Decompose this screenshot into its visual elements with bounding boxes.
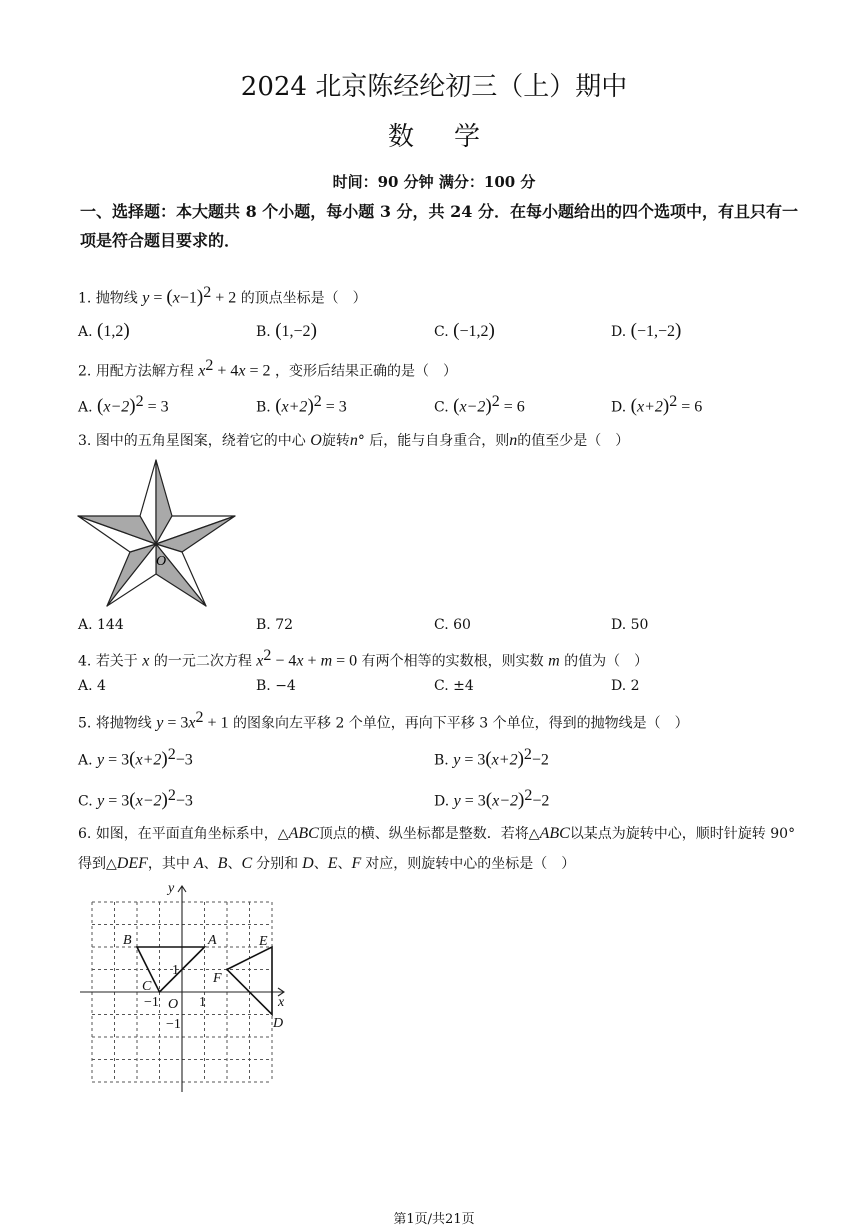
coordinate-grid-figure xyxy=(76,878,296,1098)
question-1-stem: 1. 抛物线 $y = (x-1)^2 + 2$ 的顶点坐标是（ ） xyxy=(78,284,367,308)
stem-text: 旋转 xyxy=(321,433,350,449)
question-number: 5. xyxy=(78,715,96,732)
stem-text: 的值至少是（ ） xyxy=(517,433,630,449)
stem-text: 的值为（ ） xyxy=(564,653,649,670)
stem-text: 将抛物线 xyxy=(95,715,152,732)
question-5-option-d: D. $y = 3(x-2)^2-2$ xyxy=(434,787,550,811)
stem-text: 抛物线 xyxy=(95,290,138,307)
question-1-option-a: A. (1,2) xyxy=(78,320,130,341)
stem-text: 如图，在平面直角坐标系中，△ xyxy=(95,826,289,842)
stem-text: 的图象向左平移 2 个单位，再向下平移 3 个单位，得到的抛物线是（ ） xyxy=(233,715,689,732)
stem-text: ，其中 xyxy=(147,856,190,872)
question-4-stem: 4. 若关于 x 的一元二次方程 $x^2 - 4x + m = 0$ 有两个相等的实数根，则实数 m 的值为（ ） xyxy=(78,647,649,670)
formula: y xyxy=(156,714,164,732)
stem-text: 有两个相等的实数根，则实数 xyxy=(361,653,544,670)
question-number: 2. xyxy=(78,363,96,380)
section-heading: 一、选择题：本大题共 8 个小题，每小题 3 分，共 24 分．在每小题给出的四个选项中，有且只有一项是符合题目要求的． xyxy=(80,202,798,250)
question-4-option-a: A. 4 xyxy=(78,678,106,694)
stem-text: 图中的五角星图案，绕着它的中心 xyxy=(95,433,306,449)
question-2-option-b: B. $(x+2)^2 = 3$ xyxy=(256,393,347,417)
y-tick-1: 1 xyxy=(172,963,179,978)
question-3-option-a: A. 144 xyxy=(78,617,124,633)
question-1-option-d: D. (−1,−2) xyxy=(611,320,682,341)
question-number: 3. xyxy=(78,433,96,449)
question-2-option-a: A. $(x-2)^2 = 3$ xyxy=(78,393,169,417)
origin-label: O xyxy=(168,997,179,1012)
question-4-option-b: B. −4 xyxy=(256,678,296,694)
question-3-stem xyxy=(78,430,629,450)
stem-text: 对应，则旋转中心的坐标是（ ） xyxy=(365,856,576,872)
x-tick-1: 1 xyxy=(199,995,206,1010)
subject-title: 数学 xyxy=(387,122,520,152)
stem-text: 若关于 xyxy=(95,653,138,670)
stem-text: 顶点的横、纵坐标都是整数．若将△ xyxy=(318,826,540,842)
question-3-option-b: B. 72 xyxy=(256,617,294,633)
stem-text: 的顶点坐标是（ ） xyxy=(240,290,367,307)
point-f-label: F xyxy=(213,971,222,986)
question-1-option-c: C. (−1,2) xyxy=(434,320,495,341)
question-number: 6. xyxy=(78,826,96,842)
stem-text: 分别和 xyxy=(256,856,299,872)
point-b-label: B xyxy=(123,933,132,948)
star-center-label: O xyxy=(156,554,167,569)
question-3-option-c: C. 60 xyxy=(434,617,471,633)
question-1-option-b: B. (1,−2) xyxy=(256,320,317,341)
variable: n xyxy=(509,432,518,449)
question-5-option-c: C. $y = 3(x-2)^2-3$ xyxy=(78,787,193,811)
exam-time-info: 时间：90 分钟 满分：100 分 xyxy=(332,173,536,191)
star-figure xyxy=(76,456,241,612)
point-d-label: D xyxy=(273,1016,284,1031)
question-2-stem: 2. 用配方法解方程 $x^2 + 4x = 2$ ，变形后结果正确的是（ ） xyxy=(78,357,457,380)
question-5-option-a: A. $y = 3(x+2)^2-3$ xyxy=(78,746,193,770)
stem-text: 用配方法解方程 xyxy=(95,363,194,380)
question-4-option-c: C. ±4 xyxy=(434,678,474,694)
formula: x xyxy=(256,652,264,670)
question-2-option-d: D. $(x+2)^2 = 6$ xyxy=(611,393,703,417)
formula: x xyxy=(198,362,206,380)
variable: O xyxy=(310,432,322,449)
question-number: 1. xyxy=(78,290,96,307)
question-5-option-b: B. $y = 3(x+2)^2-2$ xyxy=(434,746,549,770)
page-number-footer: 第1页/共21页 xyxy=(393,1212,475,1227)
variable: n xyxy=(349,432,358,449)
point-e-label: E xyxy=(259,934,268,949)
formula: y xyxy=(142,289,150,307)
stem-text: ，变形后结果正确的是（ ） xyxy=(275,363,457,380)
point-c-label: C xyxy=(142,979,152,994)
x-axis-label: x xyxy=(278,995,285,1010)
question-6-stem: 6. 如图，在平面直角坐标系中，△ABC顶点的横、纵坐标都是整数．若将△ABC以某点为旋转中心，顺时针旋转 90° 得到△DEF，其中 A、B、C 分别和 D、E、F 对应，则旋转中心的坐标是（ ） xyxy=(78,825,796,872)
question-2-option-c: C. $(x-2)^2 = 6$ xyxy=(434,393,525,417)
stem-text: 的一元二次方程 xyxy=(153,653,252,670)
y-tick-neg-1: −1 xyxy=(166,1017,181,1032)
question-3-option-d: D. 50 xyxy=(611,617,649,633)
stem-text: 以某点为旋转中心，顺时针旋转 90° 得到△ xyxy=(78,826,796,872)
x-tick-neg-1: −1 xyxy=(144,995,159,1010)
stem-text: ° 后，能与自身重合，则 xyxy=(357,433,510,449)
question-5-stem: 5. 将抛物线 $y = 3x^2 + 1$ 的图象向左平移 2 个单位，再向下平移 3 个单位，得到的抛物线是（ ） xyxy=(78,709,689,732)
point-a-label: A xyxy=(208,933,217,948)
question-4-option-d: D. 2 xyxy=(611,678,640,694)
y-axis-label: y xyxy=(168,881,175,896)
page-title: 2024 北京陈经纶初三（上）期中 xyxy=(240,72,628,102)
question-number: 4. xyxy=(78,653,96,670)
